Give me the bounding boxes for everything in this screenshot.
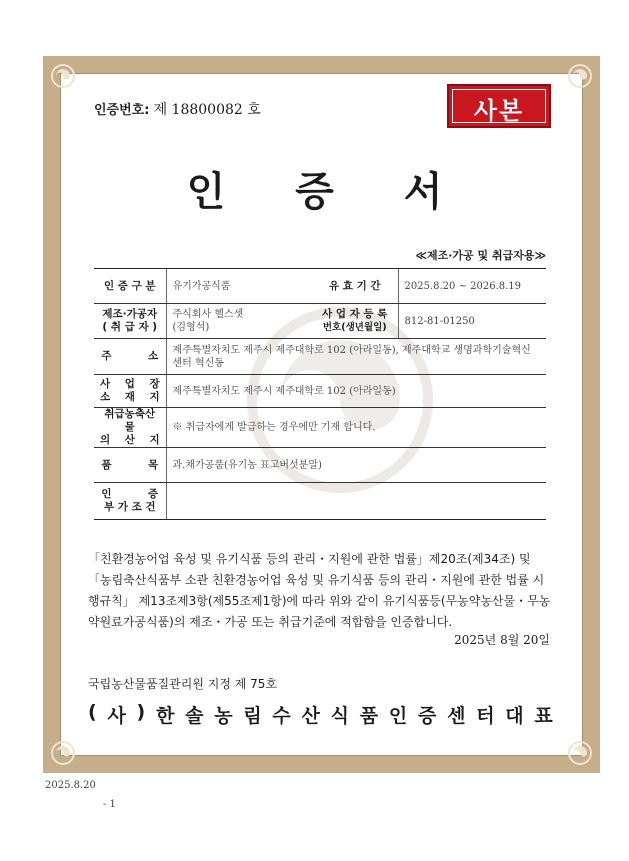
corner-ornament-icon	[567, 740, 593, 766]
site-label-line1: 사 업 장	[100, 378, 160, 390]
certificate-title: 인 증 서	[186, 169, 471, 215]
origin-label	[94, 408, 166, 448]
validity-value: 2025.8.20 ~ 2026.8.19	[398, 269, 546, 304]
condition-label-line2: 부 가 조 건	[103, 501, 156, 513]
org-char: 사	[107, 705, 126, 727]
site-value: 제주특별자치도 제주시 제주대학로 102 (아라일동)	[166, 375, 546, 408]
bizno-value: 812-81-01250	[398, 304, 546, 339]
site-label-line2: 소 재 지	[100, 391, 160, 403]
item-label: 품 목	[94, 448, 166, 483]
corner-ornament-icon	[50, 63, 76, 89]
org-char: 식	[330, 705, 349, 727]
bizno-label-line1: 사 업 자 등 록	[322, 308, 388, 320]
certificate-number-label: 인증번호:	[94, 103, 150, 118]
corner-ornament-icon	[50, 740, 76, 766]
table-row	[94, 408, 546, 448]
org-char: 한	[155, 705, 175, 727]
issuing-organization	[88, 701, 553, 728]
footer-page-number: - 1	[103, 799, 116, 810]
org-char: 대	[505, 705, 524, 727]
org-char: 터	[476, 705, 495, 727]
bizno-label-line2: 번호(생년월일)	[322, 322, 387, 333]
table-row	[94, 339, 546, 375]
address-label: 주 소	[94, 339, 166, 375]
maker-label-line2: ( 취 급 자 )	[102, 321, 158, 333]
org-char: 수	[272, 705, 291, 727]
org-char: 품	[359, 705, 379, 727]
validity-label: 유 효 기 간	[312, 269, 398, 304]
condition-label-line1: 인 증	[101, 488, 159, 500]
corner-ornament-icon	[567, 63, 593, 89]
address-value: 제주특별자치도 제주시 제주대학로 102 (아라일동), 제주대학교 생명과학기술혁신센터 혁신동	[166, 339, 546, 375]
maker-label-line1: 제조·가공자	[102, 308, 158, 320]
bizno-label	[312, 304, 398, 339]
cert-type-label: 인 증 구 분	[94, 269, 166, 304]
origin-label-line1: 취급농축산물	[104, 408, 156, 433]
maker-value	[166, 304, 312, 339]
copy-stamp-text: 사본	[473, 96, 525, 125]
origin-value: ※ 취급자에게 발급하는 경우에만 기재 합니다.	[166, 408, 546, 448]
table-row	[94, 375, 546, 408]
item-value: 과.채가공품(유기농 표고버섯분말)	[166, 448, 546, 483]
issue-date: 2025년 8월 20일	[454, 633, 550, 647]
table-row	[94, 304, 546, 339]
maker-label	[94, 304, 166, 339]
org-char: 표	[534, 705, 553, 727]
org-char: 농	[214, 705, 233, 727]
copy-stamp	[447, 84, 551, 128]
condition-value	[166, 483, 546, 520]
table-row	[94, 269, 546, 304]
org-char: )	[136, 701, 146, 723]
usage-note: ≪제조·가공 및 취급자용≫	[415, 249, 546, 262]
origin-label-line2: 의 산 지	[100, 434, 160, 446]
maker-value-line1: 주식회사 헬스셋	[172, 309, 244, 320]
org-char: 인	[388, 705, 408, 727]
org-char: 산	[301, 705, 320, 727]
maker-value-line2: (김형석)	[172, 322, 210, 333]
certification-statement: 「친환경농어업 육성 및 유기식품 등의 관리・지원에 관한 법률」제20조(제34조) 및 「농림축산식품부 소관 친환경농어업 육성 및 유기식품 등의 관리・지원에 관한 법률 시행규칙」 제13조제3항(제55조제1항)에 따라 위와 같이 유기식품등(무농약농산물・무농약원료가공식품)의 제조・가공 또는 취급기준에 적합함을 인증합니다.	[88, 552, 551, 629]
certificate-number	[94, 99, 261, 119]
footer-date: 2025.8.20	[45, 780, 96, 791]
org-char: 림	[243, 705, 262, 727]
certificate-number-value: 제 18800082 호	[153, 102, 261, 118]
designation-text: 국립농산물품질관리원 지정 제 75호	[88, 677, 278, 691]
condition-label	[94, 483, 166, 520]
org-char: (	[88, 701, 97, 723]
site-label	[94, 375, 166, 408]
org-char: 증	[417, 705, 437, 727]
table-row	[94, 448, 546, 483]
table-row	[94, 483, 546, 520]
org-char: 센	[447, 705, 466, 727]
certificate-table	[94, 268, 546, 520]
cert-type-value: 유기가공식품	[166, 269, 312, 304]
org-char: 솔	[185, 705, 204, 727]
